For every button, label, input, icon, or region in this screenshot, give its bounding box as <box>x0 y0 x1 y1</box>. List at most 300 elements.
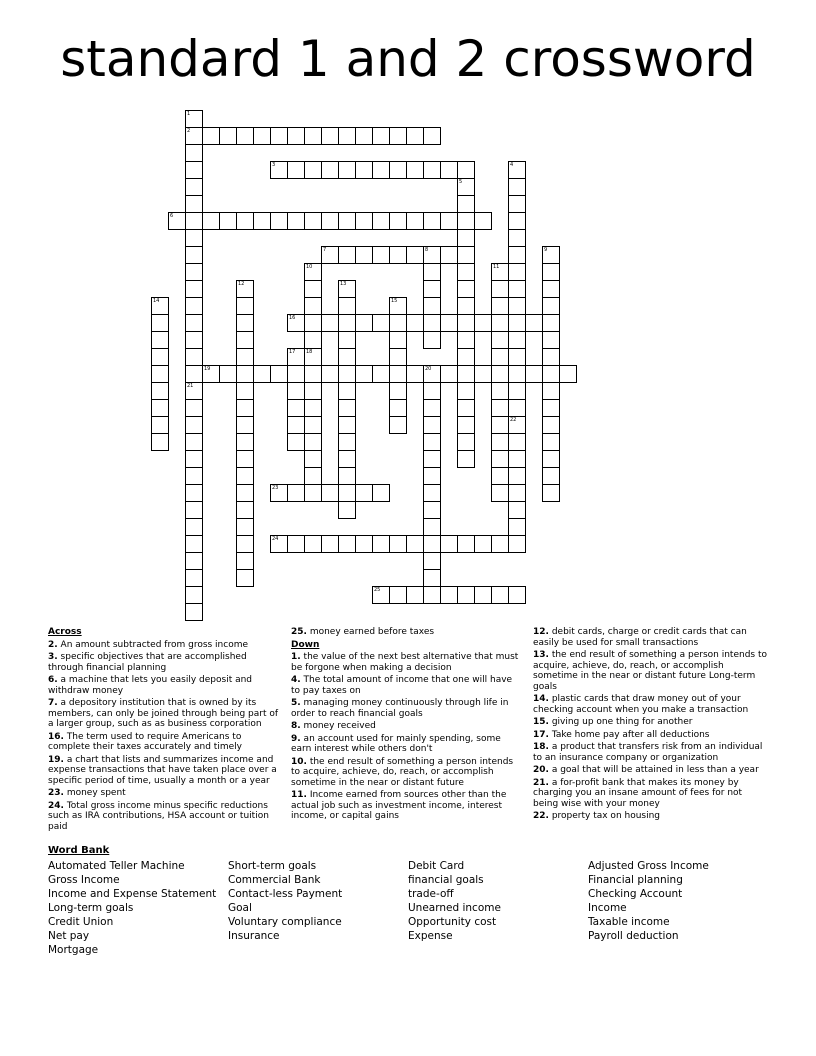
crossword-cell[interactable] <box>491 314 509 332</box>
crossword-cell[interactable] <box>491 331 509 349</box>
crossword-cell[interactable] <box>151 348 169 366</box>
crossword-cell[interactable] <box>542 484 560 502</box>
crossword-cell[interactable] <box>457 331 475 349</box>
crossword-cell[interactable] <box>491 348 509 366</box>
crossword-cell[interactable] <box>338 467 356 485</box>
crossword-cell[interactable] <box>185 518 203 536</box>
crossword-cell[interactable] <box>372 314 390 332</box>
clue-text: a product that transfers risk from an individual to an insurance company or organization <box>533 742 763 763</box>
crossword-cell[interactable] <box>185 161 203 179</box>
crossword-cell[interactable] <box>423 246 441 264</box>
clue-number-label: 22. <box>533 811 549 821</box>
crossword-cell[interactable] <box>423 416 441 434</box>
crossword-cell[interactable] <box>236 297 254 315</box>
crossword-cell[interactable] <box>287 416 305 434</box>
crossword-cell[interactable] <box>236 212 254 230</box>
crossword-cell[interactable] <box>287 161 305 179</box>
crossword-cell[interactable] <box>185 280 203 298</box>
crossword-cell[interactable] <box>355 127 373 145</box>
crossword-cell[interactable] <box>542 433 560 451</box>
crossword-cell[interactable] <box>270 127 288 145</box>
crossword-cell[interactable] <box>423 433 441 451</box>
crossword-cell[interactable] <box>304 467 322 485</box>
crossword-cell[interactable] <box>270 484 288 502</box>
crossword-cell[interactable] <box>236 399 254 417</box>
crossword-cell[interactable] <box>185 178 203 196</box>
crossword-cell[interactable] <box>440 314 458 332</box>
crossword-cell[interactable] <box>304 263 322 281</box>
crossword-cell[interactable] <box>508 399 526 417</box>
crossword-cell[interactable] <box>321 314 339 332</box>
crossword-cell[interactable] <box>542 297 560 315</box>
crossword-cell[interactable] <box>491 297 509 315</box>
crossword-cell[interactable] <box>304 382 322 400</box>
crossword-cell[interactable] <box>185 450 203 468</box>
crossword-cell[interactable] <box>491 586 509 604</box>
crossword-cell[interactable] <box>185 586 203 604</box>
crossword-cell[interactable] <box>491 433 509 451</box>
crossword-cell[interactable] <box>185 416 203 434</box>
crossword-cell[interactable] <box>508 484 526 502</box>
crossword-cell[interactable] <box>406 365 424 383</box>
crossword-cell[interactable] <box>508 246 526 264</box>
crossword-cell[interactable] <box>440 586 458 604</box>
crossword-cell[interactable] <box>508 331 526 349</box>
crossword-cell[interactable] <box>185 246 203 264</box>
crossword-cell[interactable] <box>423 535 441 553</box>
crossword-cell[interactable] <box>304 280 322 298</box>
crossword-cell[interactable] <box>287 348 305 366</box>
crossword-cell[interactable] <box>338 161 356 179</box>
crossword-cell[interactable] <box>304 365 322 383</box>
crossword-cell[interactable] <box>338 348 356 366</box>
crossword-cell[interactable] <box>406 586 424 604</box>
crossword-cell[interactable] <box>491 450 509 468</box>
crossword-cell[interactable] <box>542 416 560 434</box>
crossword-cell[interactable] <box>236 518 254 536</box>
crossword-cell[interactable] <box>423 161 441 179</box>
crossword-cell[interactable] <box>355 365 373 383</box>
crossword-cell[interactable] <box>355 161 373 179</box>
crossword-cell[interactable] <box>389 416 407 434</box>
crossword-cell[interactable] <box>372 212 390 230</box>
crossword-cell[interactable] <box>185 501 203 519</box>
crossword-cell[interactable] <box>304 297 322 315</box>
crossword-cell[interactable] <box>423 467 441 485</box>
crossword-cell[interactable] <box>457 297 475 315</box>
crossword-cell[interactable] <box>304 484 322 502</box>
crossword-cell[interactable] <box>304 161 322 179</box>
crossword-cell[interactable] <box>185 535 203 553</box>
crossword-cell[interactable] <box>491 382 509 400</box>
crossword-cell[interactable] <box>542 263 560 281</box>
crossword-cell[interactable] <box>423 484 441 502</box>
crossword-cell[interactable] <box>185 484 203 502</box>
crossword-cell[interactable] <box>406 246 424 264</box>
crossword-cell[interactable] <box>185 229 203 247</box>
crossword-cell[interactable] <box>338 450 356 468</box>
crossword-cell[interactable] <box>355 535 373 553</box>
crossword-cell[interactable] <box>338 127 356 145</box>
crossword-cell[interactable] <box>372 246 390 264</box>
crossword-cell[interactable] <box>151 365 169 383</box>
crossword-cell[interactable] <box>236 314 254 332</box>
crossword-cell[interactable] <box>355 314 373 332</box>
crossword-cell[interactable] <box>491 467 509 485</box>
word-bank-entry: trade-off <box>408 888 454 900</box>
crossword-cell[interactable] <box>185 382 203 400</box>
crossword-cell[interactable] <box>559 365 577 383</box>
crossword-cell[interactable] <box>457 229 475 247</box>
crossword-cell[interactable] <box>321 484 339 502</box>
crossword-cell[interactable] <box>202 127 220 145</box>
crossword-cell[interactable] <box>508 501 526 519</box>
crossword-cell[interactable] <box>457 416 475 434</box>
crossword-cell[interactable] <box>457 212 475 230</box>
crossword-cell[interactable] <box>270 365 288 383</box>
crossword-cell[interactable] <box>219 365 237 383</box>
crossword-cell[interactable] <box>423 518 441 536</box>
crossword-cell[interactable] <box>202 212 220 230</box>
crossword-cell[interactable] <box>236 535 254 553</box>
crossword-cell[interactable] <box>508 365 526 383</box>
crossword-cell[interactable] <box>236 467 254 485</box>
crossword-cell[interactable] <box>457 263 475 281</box>
crossword-cell[interactable] <box>491 280 509 298</box>
crossword-cell[interactable] <box>236 348 254 366</box>
crossword-cell[interactable] <box>423 314 441 332</box>
crossword-cell[interactable] <box>508 195 526 213</box>
crossword-cell[interactable] <box>474 535 492 553</box>
crossword-cell[interactable] <box>321 246 339 264</box>
crossword-cell[interactable] <box>508 467 526 485</box>
crossword-cell[interactable] <box>236 365 254 383</box>
crossword-cell[interactable] <box>202 365 220 383</box>
crossword-cell[interactable] <box>185 331 203 349</box>
crossword-cell[interactable] <box>338 297 356 315</box>
crossword-cell[interactable] <box>304 348 322 366</box>
crossword-cell[interactable] <box>542 382 560 400</box>
crossword-cell[interactable] <box>389 127 407 145</box>
crossword-cell[interactable] <box>151 416 169 434</box>
crossword-cell[interactable] <box>304 314 322 332</box>
crossword-cell[interactable] <box>304 416 322 434</box>
crossword-cell[interactable] <box>304 450 322 468</box>
crossword-cell[interactable] <box>457 161 475 179</box>
crossword-cell[interactable] <box>304 535 322 553</box>
crossword-cell[interactable] <box>508 280 526 298</box>
crossword-cell[interactable] <box>151 382 169 400</box>
crossword-cell[interactable] <box>253 365 271 383</box>
crossword-cell[interactable] <box>287 535 305 553</box>
crossword-cell[interactable] <box>406 212 424 230</box>
clue-text: an account used for mainly spending, some earn interest while others don't <box>291 733 501 754</box>
crossword-cell[interactable] <box>508 382 526 400</box>
crossword-cell[interactable] <box>236 484 254 502</box>
crossword-cell[interactable] <box>389 161 407 179</box>
crossword-cell[interactable] <box>457 535 475 553</box>
down-clue <box>533 730 768 741</box>
crossword-cell[interactable] <box>185 569 203 587</box>
crossword-cell[interactable] <box>338 212 356 230</box>
crossword-cell[interactable] <box>423 127 441 145</box>
crossword-cell[interactable] <box>236 280 254 298</box>
crossword-cell[interactable] <box>304 127 322 145</box>
crossword-cell[interactable] <box>440 535 458 553</box>
crossword-cell[interactable] <box>389 212 407 230</box>
crossword-cell[interactable] <box>287 382 305 400</box>
crossword-cell[interactable] <box>304 399 322 417</box>
crossword-cell[interactable] <box>423 586 441 604</box>
crossword-cell[interactable] <box>287 212 305 230</box>
crossword-cell[interactable] <box>287 399 305 417</box>
crossword-cell[interactable] <box>457 314 475 332</box>
crossword-cell[interactable] <box>372 586 390 604</box>
crossword-cell[interactable] <box>491 416 509 434</box>
crossword-cell[interactable] <box>491 399 509 417</box>
crossword-cell[interactable] <box>236 433 254 451</box>
crossword-cell[interactable] <box>457 433 475 451</box>
crossword-cell[interactable] <box>287 484 305 502</box>
crossword-cell[interactable] <box>508 178 526 196</box>
crossword-cell[interactable] <box>168 212 186 230</box>
crossword-cell[interactable] <box>389 382 407 400</box>
crossword-cell[interactable] <box>372 127 390 145</box>
word-bank-entry: Adjusted Gross Income <box>588 860 709 872</box>
down-clue <box>533 650 768 692</box>
crossword-cell[interactable] <box>440 212 458 230</box>
crossword-cell[interactable] <box>185 314 203 332</box>
clue-number: 18 <box>306 349 313 355</box>
crossword-cell[interactable] <box>423 450 441 468</box>
crossword-cell[interactable] <box>185 399 203 417</box>
crossword-cell[interactable] <box>338 382 356 400</box>
crossword-cell[interactable] <box>321 127 339 145</box>
crossword-cell[interactable] <box>508 314 526 332</box>
crossword-cell[interactable] <box>287 365 305 383</box>
crossword-cell[interactable] <box>508 263 526 281</box>
crossword-cell[interactable] <box>423 331 441 349</box>
crossword-cell[interactable] <box>474 212 492 230</box>
clue-number-label: 23. <box>48 788 64 798</box>
crossword-cell[interactable] <box>389 586 407 604</box>
crossword-cell[interactable] <box>389 348 407 366</box>
crossword-cell[interactable] <box>457 450 475 468</box>
crossword-cell[interactable] <box>423 382 441 400</box>
crossword-cell[interactable] <box>253 212 271 230</box>
crossword-cell[interactable] <box>185 603 203 621</box>
crossword-cell[interactable] <box>542 467 560 485</box>
crossword-cell[interactable] <box>389 314 407 332</box>
crossword-cell[interactable] <box>372 365 390 383</box>
clue-text: Income earned from sources other than the actual job such as investment income, interest income, or capital gains <box>291 790 507 821</box>
crossword-cell[interactable] <box>542 348 560 366</box>
crossword-cell[interactable] <box>542 365 560 383</box>
crossword-cell[interactable] <box>542 331 560 349</box>
crossword-cell[interactable] <box>304 212 322 230</box>
crossword-cell[interactable] <box>389 297 407 315</box>
crossword-cell[interactable] <box>185 127 203 145</box>
crossword-cell[interactable] <box>219 212 237 230</box>
crossword-cell[interactable] <box>389 399 407 417</box>
crossword-cell[interactable] <box>508 212 526 230</box>
crossword-cell[interactable] <box>423 365 441 383</box>
crossword-cell[interactable] <box>508 229 526 247</box>
crossword-cell[interactable] <box>423 280 441 298</box>
crossword-cell[interactable] <box>185 110 203 128</box>
crossword-cell[interactable] <box>372 161 390 179</box>
crossword-cell[interactable] <box>236 501 254 519</box>
crossword-cell[interactable] <box>236 331 254 349</box>
down-clue <box>533 742 768 763</box>
crossword-cell[interactable] <box>236 450 254 468</box>
crossword-cell[interactable] <box>338 314 356 332</box>
crossword-cell[interactable] <box>508 433 526 451</box>
crossword-cell[interactable] <box>423 399 441 417</box>
crossword-cell[interactable] <box>508 518 526 536</box>
crossword-cell[interactable] <box>338 399 356 417</box>
crossword-cell[interactable] <box>338 433 356 451</box>
crossword-cell[interactable] <box>457 178 475 196</box>
crossword-cell[interactable] <box>338 331 356 349</box>
crossword-cell[interactable] <box>457 586 475 604</box>
crossword-cell[interactable] <box>287 433 305 451</box>
clue-text: Total gross income minus specific reductions such as IRA contributions, HSA account or tuition paid <box>48 800 269 832</box>
crossword-cell[interactable] <box>406 314 424 332</box>
crossword-cell[interactable] <box>389 365 407 383</box>
crossword-cell[interactable] <box>236 569 254 587</box>
crossword-cell[interactable] <box>372 535 390 553</box>
crossword-cell[interactable] <box>253 127 271 145</box>
clue-number: 7 <box>323 247 327 253</box>
crossword-cell[interactable] <box>389 535 407 553</box>
crossword-cell[interactable] <box>440 365 458 383</box>
crossword-cell[interactable] <box>389 246 407 264</box>
crossword-cell[interactable] <box>236 127 254 145</box>
crossword-cell[interactable] <box>304 331 322 349</box>
crossword-cell[interactable] <box>185 552 203 570</box>
crossword-cell[interactable] <box>457 195 475 213</box>
crossword-cell[interactable] <box>185 263 203 281</box>
crossword-cell[interactable] <box>423 212 441 230</box>
crossword-cell[interactable] <box>338 416 356 434</box>
crossword-cell[interactable] <box>270 212 288 230</box>
crossword-cell[interactable] <box>321 161 339 179</box>
crossword-cell[interactable] <box>423 569 441 587</box>
crossword-cell[interactable] <box>525 314 543 332</box>
crossword-cell[interactable] <box>474 365 492 383</box>
crossword-cell[interactable] <box>185 365 203 383</box>
crossword-cell[interactable] <box>423 297 441 315</box>
crossword-cell[interactable] <box>406 127 424 145</box>
crossword-cell[interactable] <box>372 484 390 502</box>
crossword-cell[interactable] <box>270 535 288 553</box>
crossword-cell[interactable] <box>508 348 526 366</box>
crossword-cell[interactable] <box>287 127 305 145</box>
crossword-cell[interactable] <box>457 365 475 383</box>
across-clues-column <box>48 627 283 834</box>
crossword-cell[interactable] <box>542 280 560 298</box>
crossword-cell[interactable] <box>151 433 169 451</box>
clue-number-label: 21. <box>533 777 549 788</box>
crossword-cell[interactable] <box>423 552 441 570</box>
crossword-cell[interactable] <box>185 348 203 366</box>
crossword-cell[interactable] <box>355 212 373 230</box>
crossword-cell[interactable] <box>389 331 407 349</box>
crossword-cell[interactable] <box>321 365 339 383</box>
crossword-cell[interactable] <box>423 263 441 281</box>
crossword-cell[interactable] <box>406 161 424 179</box>
crossword-cell[interactable] <box>457 399 475 417</box>
crossword-cell[interactable] <box>491 535 509 553</box>
crossword-cell[interactable] <box>321 212 339 230</box>
crossword-cell[interactable] <box>423 501 441 519</box>
crossword-cell[interactable] <box>151 297 169 315</box>
crossword-cell[interactable] <box>287 314 305 332</box>
crossword-cell[interactable] <box>474 586 492 604</box>
crossword-cell[interactable] <box>406 535 424 553</box>
crossword-cell[interactable] <box>338 280 356 298</box>
crossword-cell[interactable] <box>338 535 356 553</box>
crossword-cell[interactable] <box>508 586 526 604</box>
down-clue <box>533 811 768 822</box>
crossword-cell[interactable] <box>542 246 560 264</box>
crossword-cell[interactable] <box>236 416 254 434</box>
crossword-cell[interactable] <box>508 416 526 434</box>
crossword-cell[interactable] <box>457 348 475 366</box>
crossword-cell[interactable] <box>491 365 509 383</box>
crossword-cell[interactable] <box>185 144 203 162</box>
crossword-cell[interactable] <box>185 433 203 451</box>
crossword-cell[interactable] <box>457 382 475 400</box>
crossword-cell[interactable] <box>508 161 526 179</box>
crossword-cell[interactable] <box>270 161 288 179</box>
crossword-cell[interactable] <box>321 535 339 553</box>
crossword-cell[interactable] <box>508 297 526 315</box>
crossword-cell[interactable] <box>151 331 169 349</box>
crossword-cell[interactable] <box>304 433 322 451</box>
crossword-cell[interactable] <box>185 195 203 213</box>
crossword-cell[interactable] <box>236 552 254 570</box>
crossword-cell[interactable] <box>338 501 356 519</box>
crossword-cell[interactable] <box>151 314 169 332</box>
crossword-cell[interactable] <box>491 263 509 281</box>
crossword-cell[interactable] <box>219 127 237 145</box>
crossword-cell[interactable] <box>338 484 356 502</box>
crossword-cell[interactable] <box>474 314 492 332</box>
crossword-cell[interactable] <box>542 314 560 332</box>
crossword-cell[interactable] <box>542 399 560 417</box>
crossword-cell[interactable] <box>440 161 458 179</box>
crossword-cell[interactable] <box>355 484 373 502</box>
crossword-cell[interactable] <box>440 246 458 264</box>
crossword-cell[interactable] <box>491 484 509 502</box>
crossword-cell[interactable] <box>457 280 475 298</box>
crossword-cell[interactable] <box>338 246 356 264</box>
crossword-cell[interactable] <box>185 212 203 230</box>
crossword-cell[interactable] <box>355 246 373 264</box>
crossword-cell[interactable] <box>542 450 560 468</box>
crossword-cell[interactable] <box>508 450 526 468</box>
crossword-cell[interactable] <box>151 399 169 417</box>
crossword-cell[interactable] <box>185 297 203 315</box>
crossword-cell[interactable] <box>508 535 526 553</box>
crossword-cell[interactable] <box>457 246 475 264</box>
crossword-cell[interactable] <box>185 467 203 485</box>
crossword-cell[interactable] <box>525 365 543 383</box>
crossword-cell[interactable] <box>236 382 254 400</box>
crossword-cell[interactable] <box>338 365 356 383</box>
